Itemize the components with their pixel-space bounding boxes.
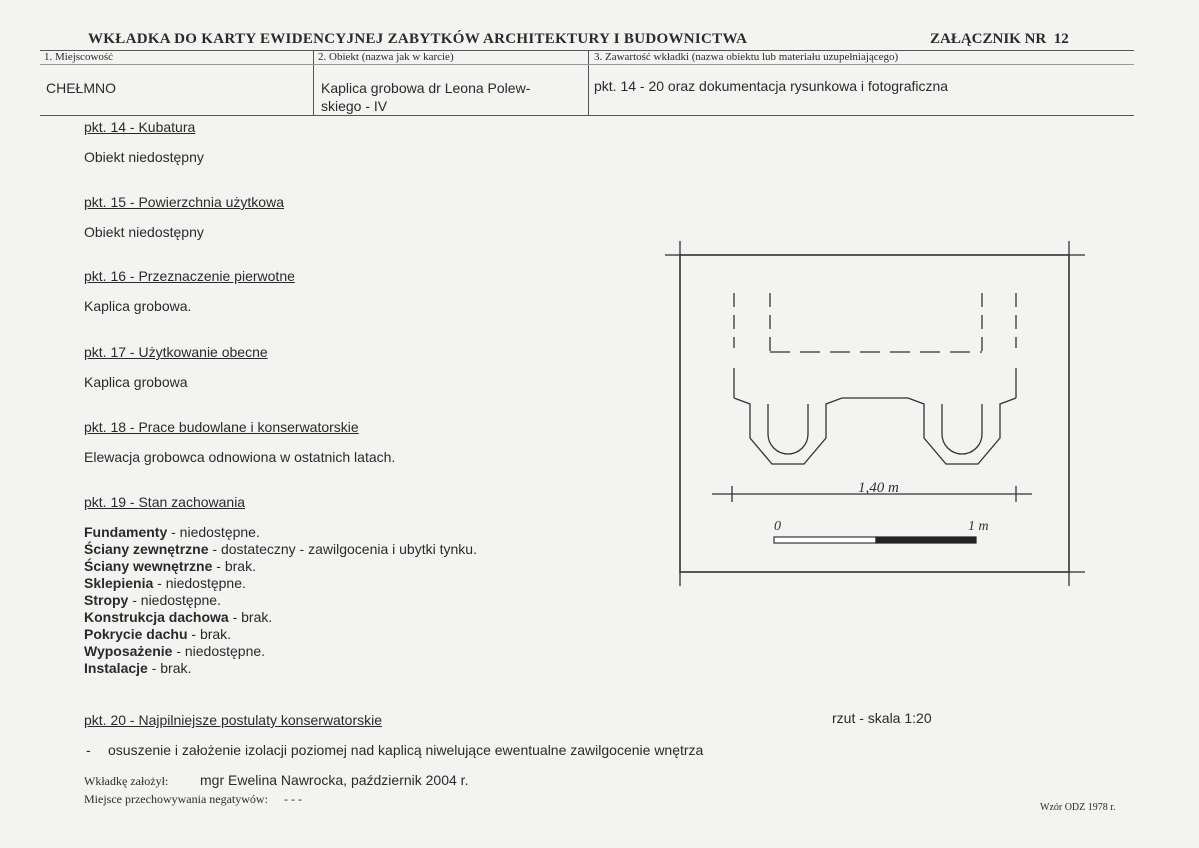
drawing-caption: rzut - skala 1:20 xyxy=(832,710,932,726)
condition-item: Wyposażenie - niedostępne. xyxy=(84,643,266,659)
attachment-value: 12 xyxy=(1053,31,1069,47)
dimension-label: 1,40 m xyxy=(858,480,899,496)
condition-list xyxy=(84,524,477,677)
condition-item: Ściany wewnętrzne - brak. xyxy=(84,558,256,574)
section-15-heading: pkt. 15 - Powierzchnia użytkowa xyxy=(84,194,284,210)
header-divider-2 xyxy=(588,50,589,116)
header-divider-1 xyxy=(313,50,314,116)
section-14-body: Obiekt niedostępny xyxy=(84,149,204,165)
floor-plan-drawing xyxy=(660,238,1090,588)
template-note: Wzór ODZ 1978 r. xyxy=(1040,802,1116,813)
section-18-body: Elewacja grobowca odnowiona w ostatnich latach. xyxy=(84,449,396,465)
condition-item: Pokrycie dachu - brak. xyxy=(84,626,232,642)
place-label: 1. Miejscowość xyxy=(44,51,114,63)
section-18-heading: pkt. 18 - Prace budowlane i konserwatorskie xyxy=(84,419,359,435)
condition-item: Ściany zewnętrzne - dostateczny - zawilgocenia i ubytki tynku. xyxy=(84,541,477,557)
header-top-line xyxy=(40,50,1134,51)
front-wall xyxy=(734,398,1016,464)
section-20-bullet: - xyxy=(86,742,91,758)
content-label: 3. Zawartość wkładki (nazwa obiektu lub materiału uzupełniającego) xyxy=(594,51,899,63)
scale-start-label: 0 xyxy=(774,519,781,534)
section-16-body: Kaplica grobowa. xyxy=(84,298,192,314)
attachment-number xyxy=(930,31,1069,48)
section-15-body: Obiekt niedostępny xyxy=(84,224,204,240)
author-value: mgr Ewelina Nawrocka, październik 2004 r. xyxy=(200,772,469,788)
section-16-heading: pkt. 16 - Przeznaczenie pierwotne xyxy=(84,268,295,284)
section-20-item: osuszenie i założenie izolacji poziomej nad kaplicą niwelujące ewentualne zawilgocenie wnętrza xyxy=(108,742,704,758)
object-value-line2: skiego - IV xyxy=(321,98,388,114)
condition-item: Fundamenty - niedostępne. xyxy=(84,524,260,540)
scale-end-label: 1 m xyxy=(968,519,989,534)
condition-item: Konstrukcja dachowa - brak. xyxy=(84,609,273,625)
section-20-heading: pkt. 20 - Najpilniejsze postulaty konserwatorskie xyxy=(84,712,383,728)
negatives-label: Miejsce przechowywania negatywów: xyxy=(84,792,268,806)
attachment-label: ZAŁĄCZNIK NR xyxy=(930,31,1047,47)
place-value: CHEŁMNO xyxy=(46,80,117,96)
scale-bar-dark xyxy=(876,537,976,543)
drawing-frame xyxy=(680,255,1069,572)
author-label: Wkładkę założył: xyxy=(84,774,169,788)
condition-item: Sklepienia - niedostępne. xyxy=(84,575,246,591)
document-title: WKŁADKA DO KARTY EWIDENCYJNEJ ZABYTKÓW ARCHITEKTURY I BUDOWNICTWA xyxy=(88,31,748,47)
section-19-heading: pkt. 19 - Stan zachowania xyxy=(84,494,246,510)
negatives-value: - - - xyxy=(284,792,302,806)
section-17-heading: pkt. 17 - Użytkowanie obecne xyxy=(84,344,268,360)
condition-item: Instalacje - brak. xyxy=(84,660,192,676)
condition-item: Stropy - niedostępne. xyxy=(84,592,221,608)
object-value-line1: Kaplica grobowa dr Leona Polew- xyxy=(321,80,531,96)
section-17-body: Kaplica grobowa xyxy=(84,374,188,390)
header-label-line xyxy=(40,64,1134,65)
header-bottom-line xyxy=(40,115,1134,116)
pillar-left xyxy=(768,404,808,454)
scale-bar-light xyxy=(774,537,876,543)
section-14-heading: pkt. 14 - Kubatura xyxy=(84,119,196,135)
object-label: 2. Obiekt (nazwa jak w karcie) xyxy=(318,51,454,63)
content-value: pkt. 14 - 20 oraz dokumentacja rysunkowa i fotograficzna xyxy=(594,78,949,94)
pillar-right xyxy=(942,404,982,454)
